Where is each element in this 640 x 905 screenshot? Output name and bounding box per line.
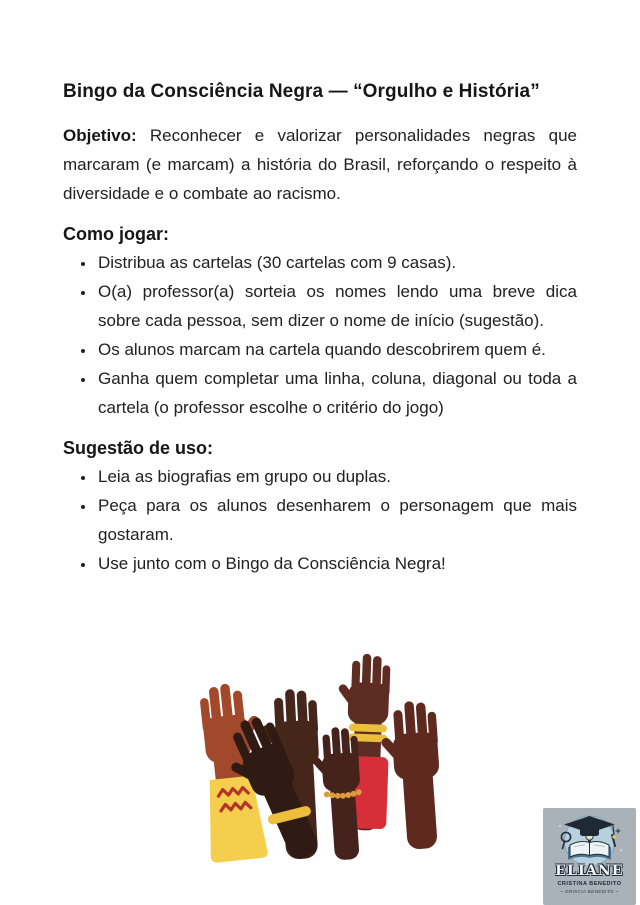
list-item: • Use junto com o Bingo da Consciência Negra! (96, 549, 577, 578)
section-heading-sugestao-de-uso: Sugestão de uso: (63, 438, 214, 458)
yellow-bangle (349, 724, 387, 733)
tassel (612, 835, 615, 838)
objective-label: Objetivo: (63, 126, 137, 145)
brand-logo (543, 808, 636, 905)
page-title: Bingo da Consciência Negra — “Orgulho e História” (63, 81, 540, 102)
how-to-play-list (63, 248, 577, 422)
sparkle-dot (559, 825, 561, 827)
list-item: • Leia as biografias em grupo ou duplas. (96, 462, 577, 491)
list-item: • Os alunos marcam na cartela quando descobrirem quem é. (96, 335, 577, 364)
section-heading-como-jogar: Como jogar: (63, 224, 169, 244)
list-item: • O(a) professor(a) sorteia os nomes lendo uma breve dica sobre cada pessoa, sem dizer o nome de início (sugestão). (96, 277, 577, 335)
open-book-icon (568, 841, 611, 860)
logo-name: ELIANE (555, 863, 624, 879)
list-item: • Ganha quem completar uma linha, coluna, diagonal ou toda a cartela (o professor escolhe o critério do jogo) (96, 364, 577, 422)
logo-tagline: ~ GRISCIA BENEDITO ~ (560, 889, 619, 894)
logo-emblem (543, 808, 636, 866)
objective-paragraph (63, 121, 577, 208)
usage-suggestions-list (63, 462, 577, 578)
raised-hands-svg (168, 653, 468, 905)
logo-subtitle: CRISTINA BENEDITO (557, 881, 622, 887)
raised-hands-illustration (168, 653, 468, 905)
list-item: • Peça para os alunos desenharem o personagem que mais gostaram. (96, 491, 577, 549)
objective-text: Reconhecer e valorizar personalidades negras que marcaram (e marcam) a história do Brasil, reforçando o respeito à diversidade e o combate ao racismo. (63, 126, 577, 203)
list-item: • Distribua as cartelas (30 cartelas com 9 casas). (96, 248, 577, 277)
sparkle-dot (620, 849, 622, 851)
